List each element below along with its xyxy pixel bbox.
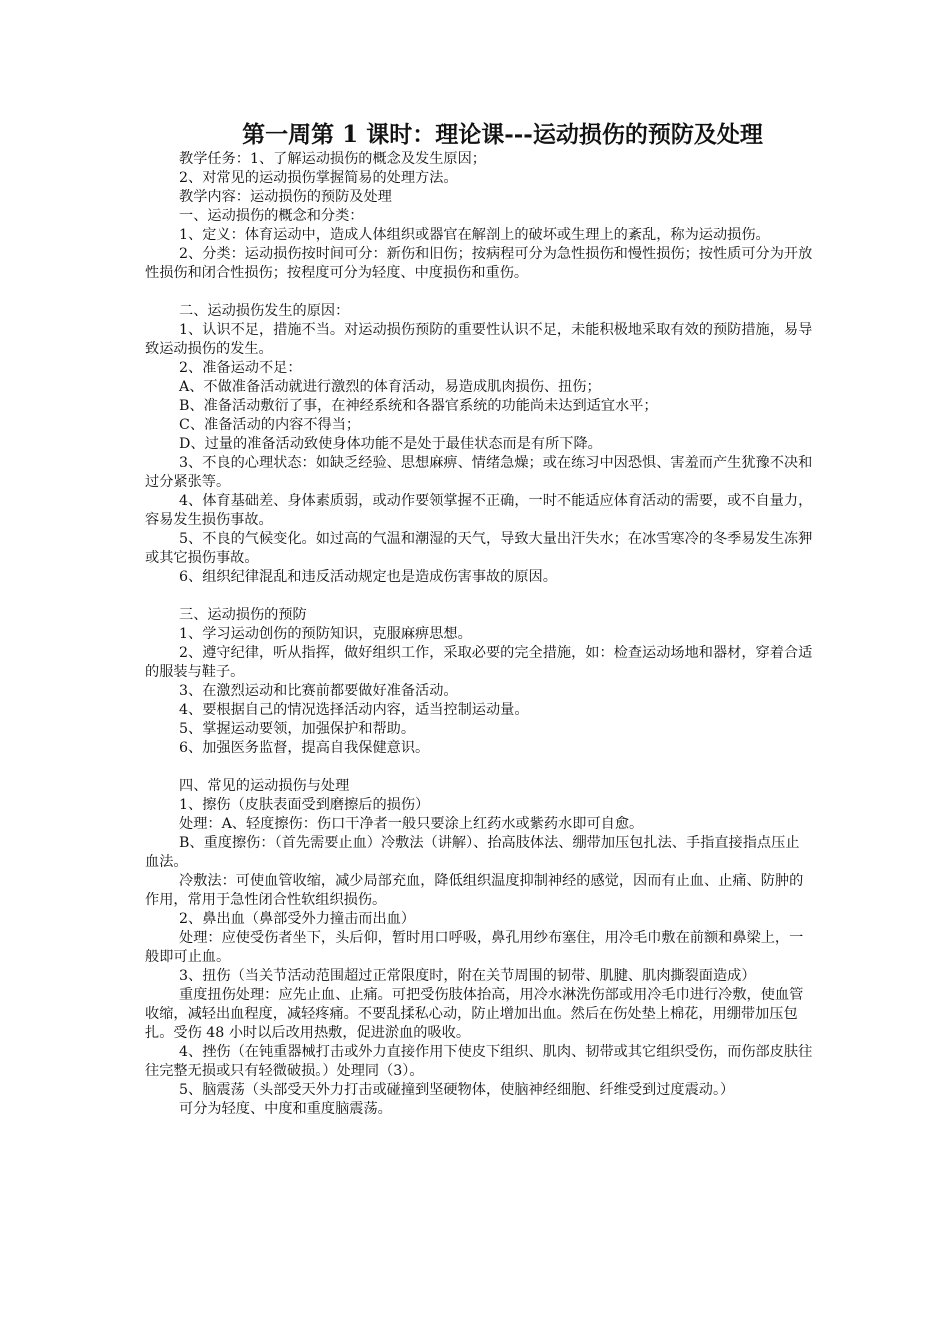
paragraph: 5、掌握运动要领，加强保护和帮助。 [179,721,416,737]
paragraph: 三、运动损伤的预防 [179,607,307,623]
paragraph: 4、要根据自己的情况选择活动内容，适当控制运动量。 [179,702,529,718]
paragraph: 3、扭伤（当关节活动范围超过正常限度时，附在关节周围的韧带、肌腱、肌肉撕裂面造成） [179,968,756,984]
paragraph: 6、组织纪律混乱和违反活动规定也是造成伤害事故的原因。 [179,569,557,585]
paragraph: 四、常见的运动损伤与处理 [179,778,350,794]
paragraph-gap [145,587,813,606]
paragraph-gap [145,283,813,302]
paragraph: 一、运动损伤的概念和分类： [179,208,364,224]
paragraph: 1、认识不足，措施不当。对运动损伤预防的重要性认识不足，未能积极地采取有效的预防措施，易导致运动损伤的发生。 [145,322,813,357]
paragraph: 2、遵守纪律，听从指挥，做好组织工作，采取必要的完全措施，如：检查运动场地和器材，穿着合适的服装与鞋子。 [145,645,813,680]
paragraph: 4、挫伤（在钝重器械打击或外力直接作用下使皮下组织、肌肉、韧带或其它组织受伤，而伤部皮肤往往完整无损或只有轻微破损。）处理同（3）。 [145,1044,813,1079]
paragraph: 6、加强医务监督，提高自我保健意识。 [179,740,430,756]
paragraph: 2、准备运动不足： [179,360,302,376]
paragraph: 1、定义：体育运动中，造成人体组织或器官在解剖上的破坏或生理上的紊乱，称为运动损伤。 [179,227,770,243]
paragraph: D、过量的准备活动致使身体功能不是处于最佳状态而是有所下降。 [179,436,602,452]
paragraph: 3、在激烈运动和比赛前都要做好准备活动。 [179,683,458,699]
paragraph: 1、学习运动创伤的预防知识，克服麻痹思想。 [179,626,472,642]
paragraph: 5、脑震荡（头部受天外力打击或碰撞到坚硬物体，使脑神经细胞、纤维受到过度震动。） [179,1082,735,1098]
paragraph: B、重度擦伤：（首先需要止血）冷敷法（讲解）、抬高肢体法、绷带加压包扎法、手指直接指点压止血法。 [145,835,800,870]
page-title: 第一周第 1 课时：理论课---运动损伤的预防及处理 [242,121,763,148]
paragraph: 二、运动损伤发生的原因： [179,303,350,319]
paragraph: 1、擦伤（皮肤表面受到磨擦后的损伤） [179,797,430,813]
paragraph: 4、体育基础差、身体素质弱，或动作要领掌握不正确，一时不能适应体育活动的需要，或不自量力，容易发生损伤事故。 [145,493,813,528]
paragraph: A、不做准备活动就进行激烈的体育活动，易造成肌肉损伤、扭伤； [179,379,601,395]
document-body [145,150,813,1119]
paragraph: 2、分类：运动损伤按时间可分：新伤和旧伤；按病程可分为急性损伤和慢性损伤；按性质可分为开放性损伤和闭合性损伤；按程度可分为轻度、中度损伤和重伤。 [145,246,813,281]
paragraph: B、准备活动敷衍了事，在神经系统和各器官系统的功能尚未达到适宜水平； [179,398,658,414]
paragraph: 可分为轻度、中度和重度脑震荡。 [179,1101,392,1117]
paragraph: 3、不良的心理状态：如缺乏经验、思想麻痹、情绪急燥；或在练习中因恐惧、害羞而产生犹豫不决和过分紧张等。 [145,455,813,490]
paragraph: 冷敷法：可使血管收缩，减少局部充血，降低组织温度抑制神经的感觉，因而有止血、止痛、防肿的作用，常用于急性闭合性软组织损伤。 [145,873,804,908]
paragraph: C、准备活动的内容不得当； [179,417,361,433]
paragraph: 处理：应使受伤者坐下，头后仰，暂时用口呼吸，鼻孔用纱布塞住，用冷毛巾敷在前额和鼻梁上，一般即可止血。 [145,930,804,965]
paragraph: 2、对常见的运动损伤掌握简易的处理方法。 [179,170,458,186]
paragraph: 教学任务：1、了解运动损伤的概念及发生原因； [179,151,486,167]
paragraph: 5、不良的气候变化。如过高的气温和潮湿的天气，导致大量出汗失水；在冰雪寒冷的冬季易发生冻狎或其它损伤事故。 [145,531,813,566]
paragraph: 教学内容：运动损伤的预防及处理 [179,189,392,205]
paragraph-gap [145,758,813,777]
paragraph: 2、鼻出血（鼻部受外力撞击而出血） [179,911,416,927]
paragraph: 处理：A、轻度擦伤：伤口干净者一般只要涂上红药水或紫药水即可自愈。 [179,816,644,832]
paragraph: 重度扭伤处理：应先止血、止痛。可把受伤肢体抬高，用冷水淋洗伤部或用冷毛巾进行冷敷，使血管收缩，减轻出血程度，减轻疼痛。不要乱揉私心动，防止增加出血。然后在伤处垫上棉花，用绷带加压包扎。受伤 48 小时以后改用热敷，促进淤血的吸收。 [145,987,804,1041]
